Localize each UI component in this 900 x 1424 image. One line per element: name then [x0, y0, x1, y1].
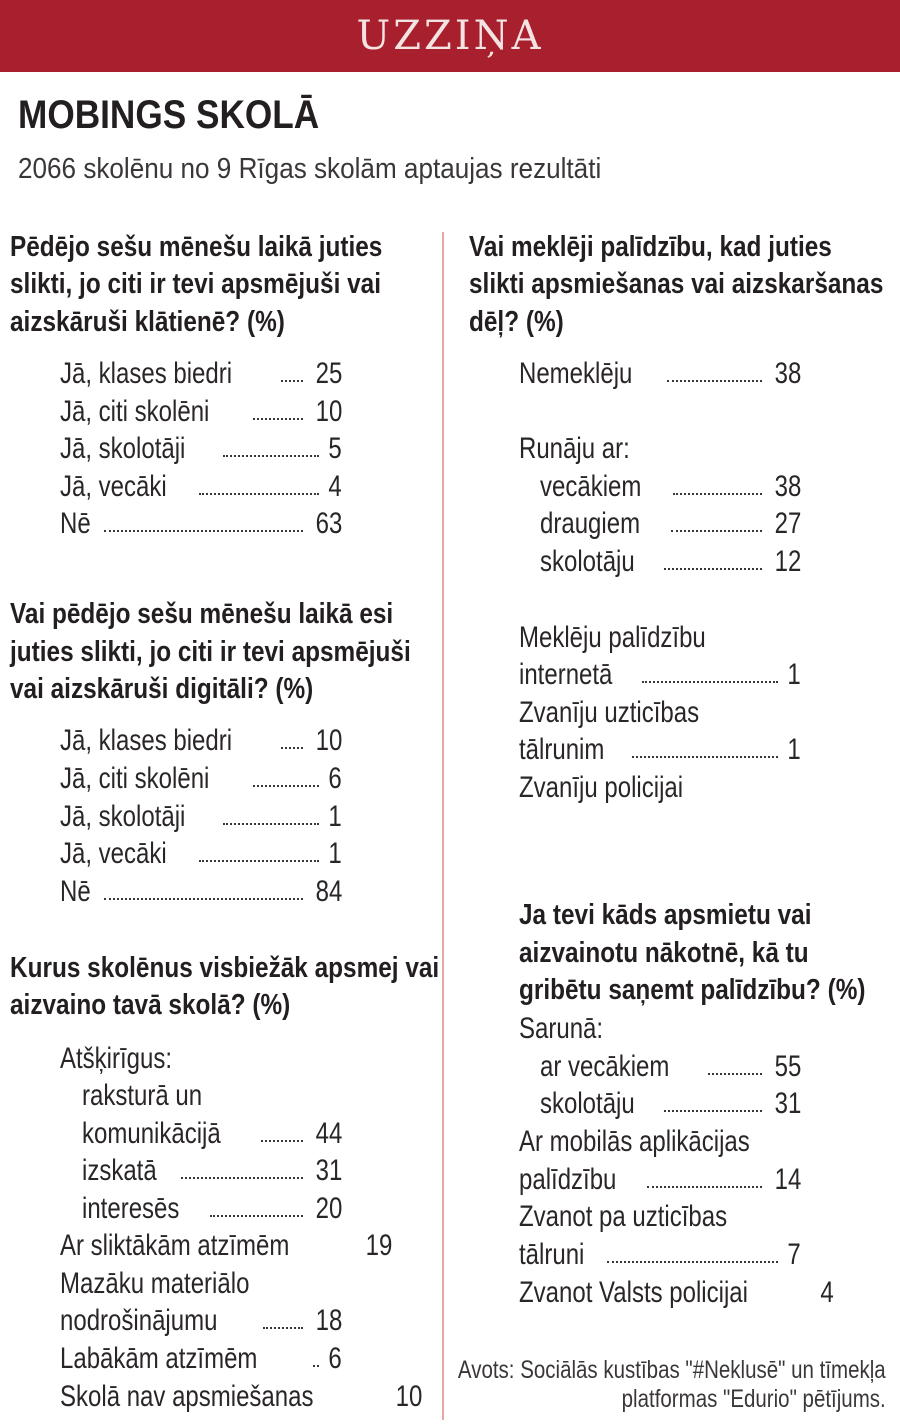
- answer-value: 27: [774, 507, 801, 540]
- answer-value: 4: [328, 470, 342, 503]
- source-note: [458, 1356, 886, 1414]
- q4-police-label: Zvanīju policijai: [519, 771, 684, 804]
- dot-leader: [664, 568, 761, 570]
- question-3-line-1: Kurus skolēnus visbiežāk apsmej vai: [10, 952, 440, 984]
- answer-value: 10: [315, 724, 342, 757]
- question-2-line-2: juties slikti, jo citi ir tevi apsmējuši: [10, 636, 411, 668]
- question-1-line-2: slikti, jo citi ir tevi apsmējuši vai: [10, 268, 381, 300]
- dot-leader: [281, 380, 303, 382]
- question-3-line-2: aizvaino tavā skolā? (%): [10, 989, 291, 1021]
- dot-leader: [313, 1365, 320, 1367]
- question-1-line-3: aizskāruši klātienē? (%): [10, 306, 285, 338]
- dot-leader: [642, 681, 779, 683]
- q3-answer-row: [60, 1378, 423, 1416]
- answer-value: 5: [328, 432, 342, 465]
- dot-leader: [647, 1186, 762, 1188]
- q5-answer-row: [519, 1274, 834, 1312]
- question-2-line-3: vai aizskāruši digitāli? (%): [10, 673, 314, 705]
- answer-value: 38: [774, 470, 801, 503]
- dot-leader: [263, 1327, 303, 1329]
- answer-value: 84: [315, 875, 342, 908]
- answer-value: 4: [820, 1276, 834, 1309]
- answer-label: palīdzību: [519, 1163, 617, 1196]
- q4-talk-label: Runāju ar:: [519, 432, 630, 465]
- dot-leader: [261, 1140, 302, 1142]
- q3-answer-row: [82, 1190, 342, 1228]
- answer-label: Jā, citi skolēni: [60, 762, 210, 795]
- question-1-line-1: Pēdējo sešu mēnešu laikā juties: [10, 231, 383, 263]
- q5-answer-row: [540, 1085, 801, 1123]
- dot-leader: [673, 493, 762, 495]
- q2-answer-row: [60, 760, 342, 798]
- q5-answer-row: [540, 1048, 801, 1086]
- dot-leader: [181, 1177, 302, 1179]
- answer-label: Jā, vecāki: [60, 837, 167, 870]
- answer-value: 1: [787, 658, 801, 691]
- q4-answer-row: [540, 505, 801, 543]
- q4-hotline-label: Zvanīju uzticības: [519, 696, 700, 729]
- q3-answer-row: [82, 1152, 342, 1190]
- dot-leader: [632, 756, 779, 758]
- dot-leader: [253, 785, 320, 787]
- q1-answer-row: [60, 355, 342, 393]
- answer-value: 1: [328, 837, 342, 870]
- q2-answer-row: [60, 722, 342, 760]
- q1-answer-row: [60, 393, 342, 431]
- answer-label: Jā, skolotāji: [60, 800, 186, 833]
- answer-label: skolotāju: [540, 545, 635, 578]
- answer-label: Jā, klases biedri: [60, 357, 233, 390]
- answer-label: Skolā nav apsmiešanas: [60, 1380, 314, 1413]
- header-banner: [0, 0, 900, 72]
- source-line-2: platformas "Edurio" pētījums.: [621, 1385, 886, 1413]
- question-4-line-1: Vai meklēji palīdzību, kad juties: [469, 231, 832, 263]
- answer-value: 6: [328, 762, 342, 795]
- answer-label: vecākiem: [540, 470, 642, 503]
- answer-label: Zvanot Valsts policijai: [519, 1276, 748, 1309]
- answer-label: izskatā: [82, 1154, 157, 1187]
- dot-leader: [607, 1261, 779, 1263]
- dot-leader: [104, 530, 302, 532]
- answer-value: 38: [774, 357, 801, 390]
- q3-group-label: Atšķirīgus:: [60, 1042, 173, 1075]
- answer-value: 63: [315, 507, 342, 540]
- q1-answer-row: [60, 505, 342, 543]
- dot-leader: [199, 493, 319, 495]
- dot-leader: [664, 1110, 761, 1112]
- answer-label: Labākām atzīmēm: [60, 1342, 258, 1375]
- answer-label: komunikācijā: [82, 1117, 221, 1150]
- answer-value: 10: [315, 395, 342, 428]
- q5-answer-row: [519, 1161, 801, 1199]
- answer-value: 1: [328, 800, 342, 833]
- answer-value: 18: [315, 1304, 342, 1337]
- q5-talk-label: Sarunā:: [519, 1012, 604, 1045]
- answer-value: 55: [774, 1050, 801, 1083]
- answer-label: internetā: [519, 658, 613, 691]
- answer-label: Jā, citi skolēni: [60, 395, 210, 428]
- source-line-1: Avots: Sociālās kustības "#Neklusē" un tīmekļa: [458, 1356, 886, 1384]
- answer-label: Nē: [60, 507, 91, 540]
- answer-value: 12: [774, 545, 801, 578]
- answer-value: 6: [328, 1342, 342, 1375]
- banner-title: UZZIŅA: [356, 13, 544, 59]
- answer-label: Jā, vecāki: [60, 470, 167, 503]
- answer-value: 1: [787, 733, 801, 766]
- answer-label: draugiem: [540, 507, 641, 540]
- q1-answer-row: [60, 468, 342, 506]
- dot-leader: [223, 455, 320, 457]
- dot-leader: [708, 1073, 762, 1075]
- answer-value: 14: [774, 1163, 801, 1196]
- answer-value: 31: [774, 1087, 801, 1120]
- dot-leader: [104, 898, 302, 900]
- answer-value: 19: [365, 1229, 393, 1262]
- answer-label: Nē: [60, 875, 91, 908]
- q4-answer-row: [519, 355, 801, 393]
- answer-label: interesēs: [82, 1192, 180, 1225]
- q2-answer-row: [60, 798, 342, 836]
- answer-value: 25: [315, 357, 342, 390]
- question-2-line-1: Vai pēdējo sešu mēnešu laikā esi: [10, 598, 394, 630]
- q4-answer-row: [519, 656, 801, 694]
- question-5-line-3: gribētu saņemt palīdzību? (%): [519, 974, 866, 1006]
- dot-leader: [671, 530, 762, 532]
- q3-sub-label: raksturā un: [82, 1079, 203, 1112]
- dot-leader: [253, 418, 303, 420]
- q4-internet-label: Meklēju palīdzību: [519, 621, 706, 654]
- question-4-line-2: slikti apsmiešanas vai aizskaršanas: [469, 268, 884, 300]
- answer-label: Ar sliktākām atzīmēm: [60, 1229, 290, 1262]
- answer-label: ar vecākiem: [540, 1050, 670, 1083]
- q4-answer-row: [540, 543, 801, 581]
- dot-leader: [281, 747, 303, 749]
- answer-label: skolotāju: [540, 1087, 635, 1120]
- answer-label: nodrošinājumu: [60, 1304, 218, 1337]
- q3-answer-row: [82, 1115, 342, 1153]
- q1-answer-row: [60, 430, 342, 468]
- page-subtitle: 2066 skolēnu no 9 Rīgas skolām aptaujas rezultāti: [18, 153, 602, 185]
- question-5-line-2: aizvainotu nākotnē, kā tu: [519, 937, 809, 969]
- q3-answer-row: [60, 1340, 342, 1378]
- q4-answer-row: [519, 731, 801, 769]
- answer-value: 7: [787, 1238, 801, 1271]
- q4-answer-row: [540, 468, 801, 506]
- column-divider: [442, 232, 444, 1420]
- page-title: MOBINGS SKOLĀ: [18, 93, 320, 137]
- q3-answer-row: [60, 1227, 393, 1265]
- dot-leader: [667, 380, 762, 382]
- answer-label: Jā, klases biedri: [60, 724, 233, 757]
- question-4-line-3: dēļ? (%): [469, 306, 564, 338]
- answer-label: Jā, skolotāji: [60, 432, 186, 465]
- q5-phone-label: Zvanot pa uzticības: [519, 1200, 728, 1233]
- answer-label: tālrunim: [519, 733, 605, 766]
- dot-leader: [210, 1215, 303, 1217]
- q2-answer-row: [60, 835, 342, 873]
- answer-value: 44: [315, 1117, 342, 1150]
- answer-label: Nemeklēju: [519, 357, 633, 390]
- dot-leader: [223, 823, 320, 825]
- q3-answer-row: [60, 1302, 342, 1340]
- answer-value: 20: [315, 1192, 342, 1225]
- q3-less-material-label: Mazāku materiālo: [60, 1267, 250, 1300]
- question-5-line-1: Ja tevi kāds apsmietu vai: [519, 899, 812, 931]
- q5-app-label: Ar mobilās aplikācijas: [519, 1125, 750, 1158]
- answer-value: 10: [395, 1380, 423, 1413]
- q5-answer-row: [519, 1236, 801, 1274]
- dot-leader: [199, 860, 319, 862]
- answer-label: tālruni: [519, 1238, 585, 1271]
- q2-answer-row: [60, 873, 342, 911]
- answer-value: 31: [315, 1154, 342, 1187]
